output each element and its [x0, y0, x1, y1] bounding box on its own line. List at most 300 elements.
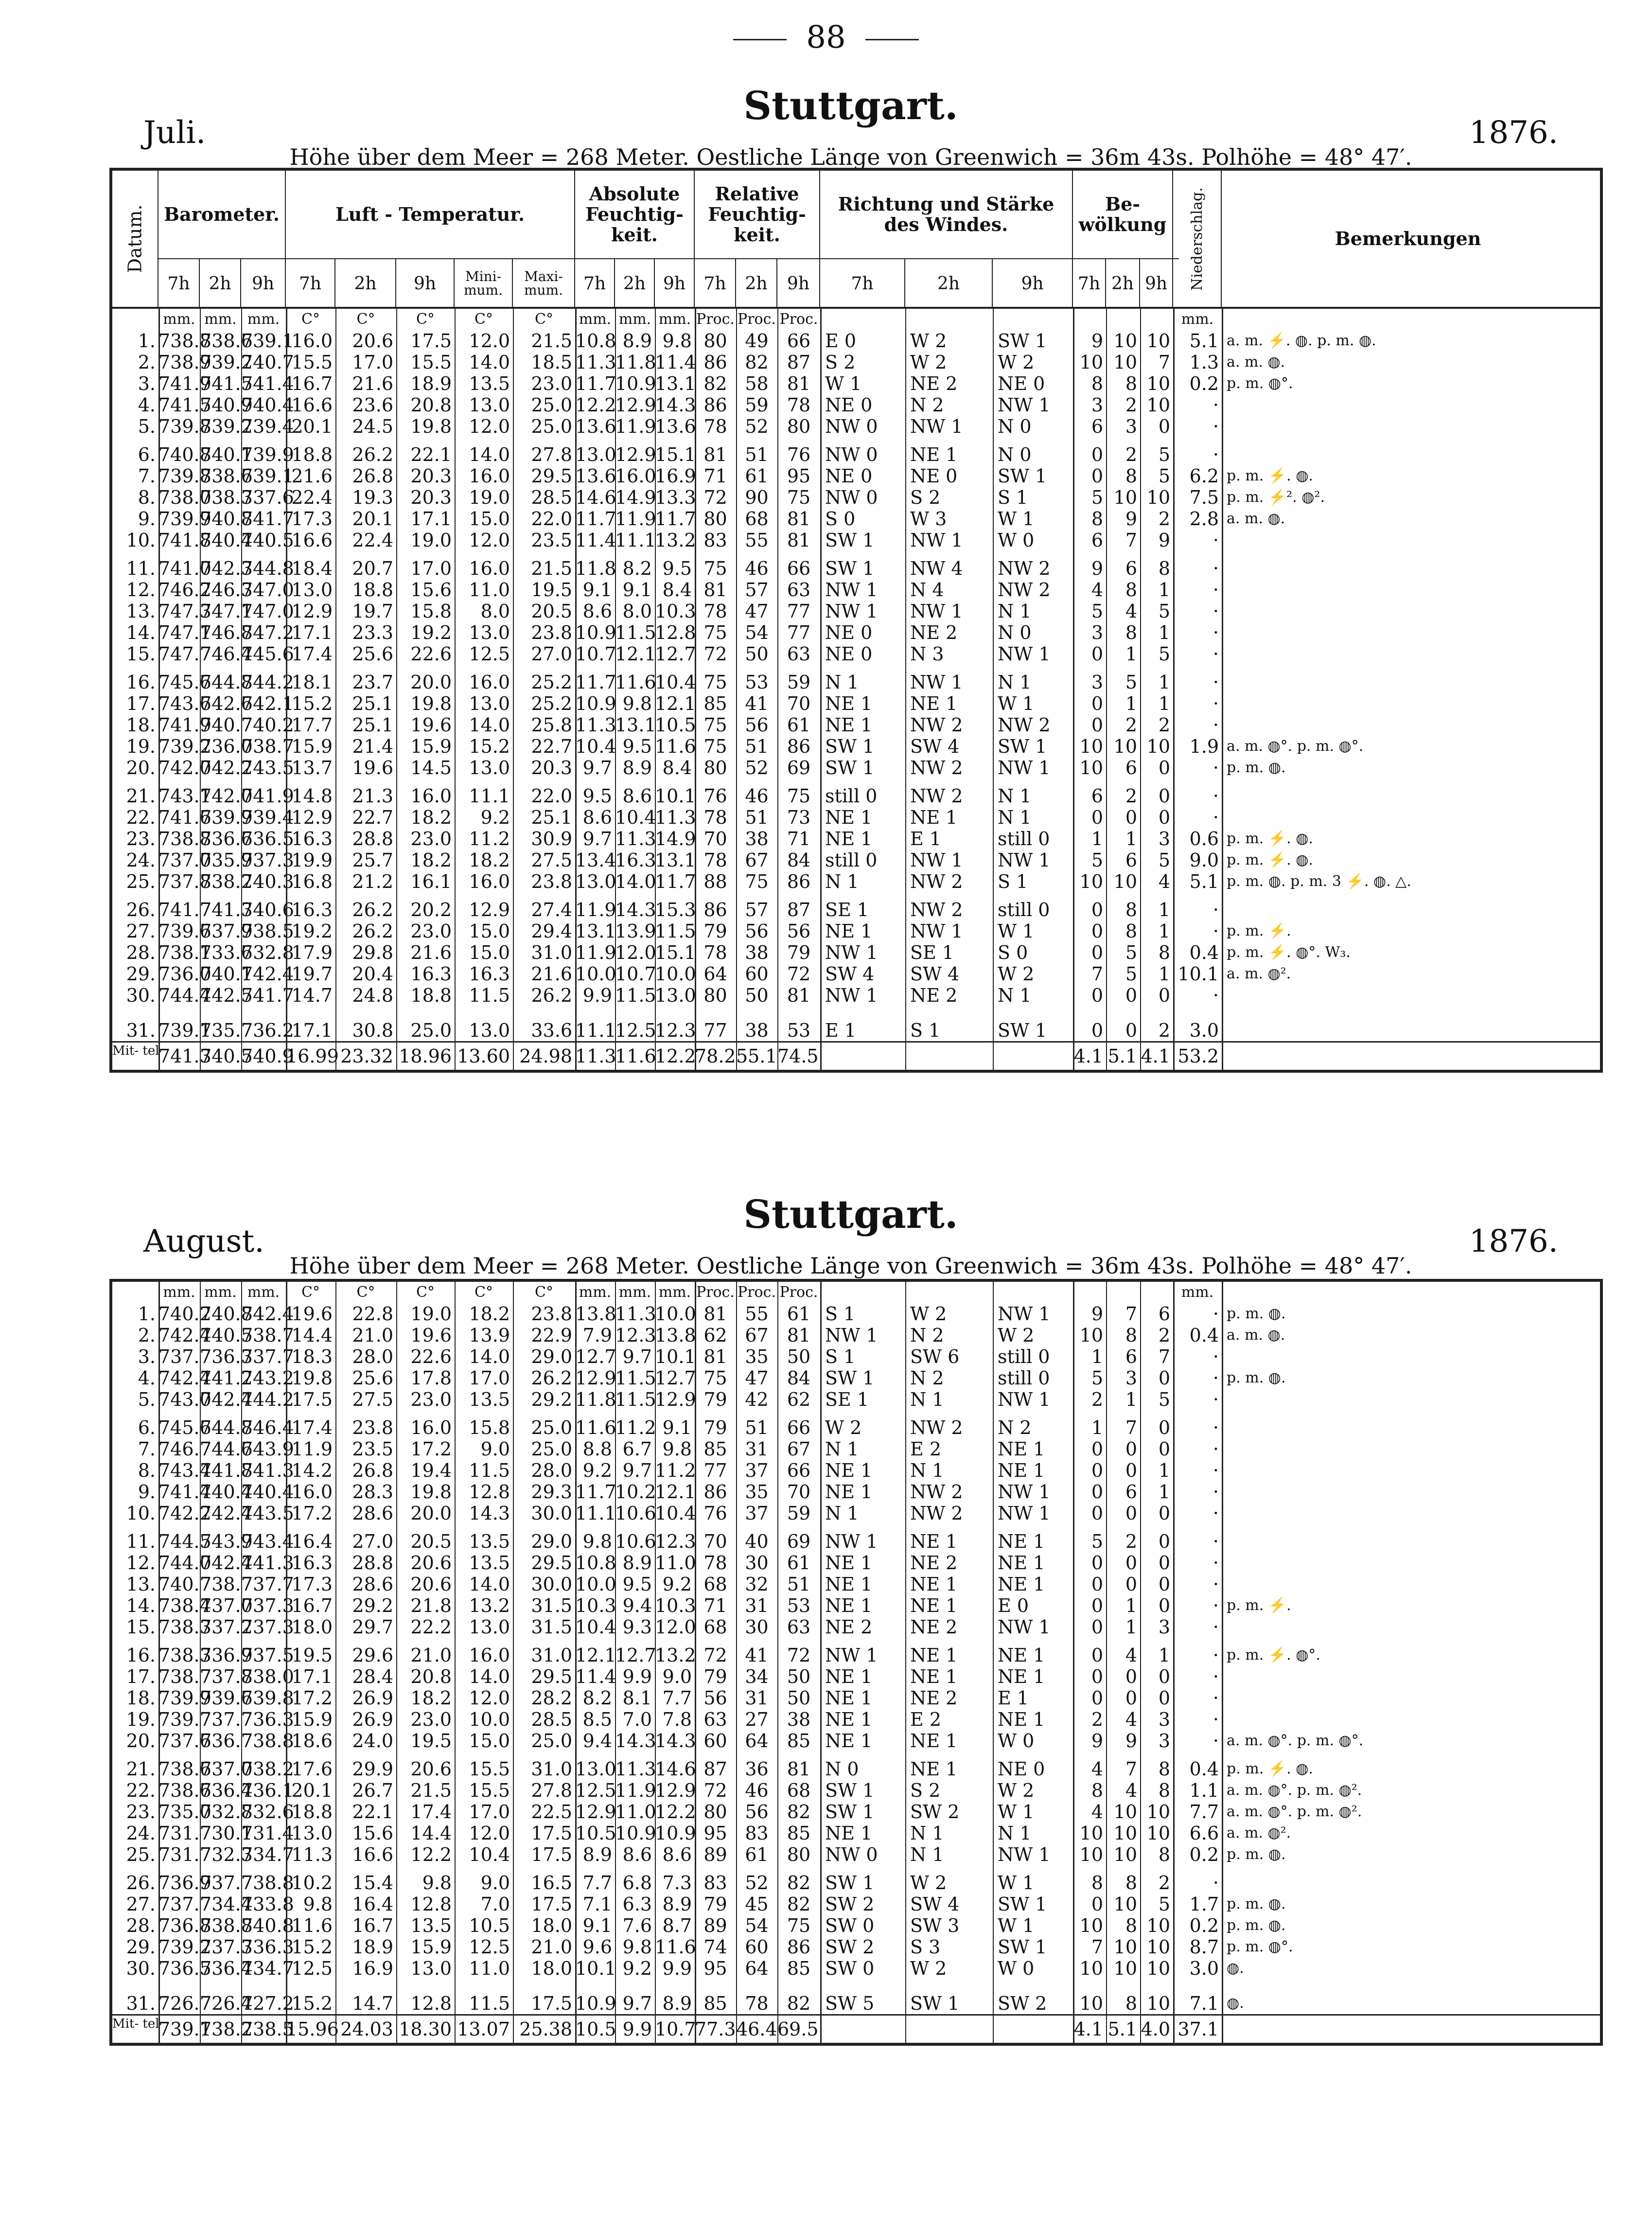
data-cell: 2: [1158, 1872, 1170, 1894]
data-cell: 14.0: [469, 1574, 510, 1595]
data-cell: 16.1: [410, 871, 452, 892]
data-cell: 744.4: [158, 985, 211, 1006]
mean-cell: 13.60: [457, 1045, 510, 1067]
data-cell: 75: [703, 736, 727, 757]
data-cell: 16.3: [469, 963, 510, 985]
data-cell: NE 1: [825, 714, 873, 736]
data-cell: 18.0: [531, 1958, 572, 1979]
data-cell: 4: [1091, 1758, 1103, 1780]
data-cell: 740.4: [200, 1481, 253, 1503]
date-cell: 20.: [126, 1730, 156, 1752]
data-cell: 3: [1091, 622, 1103, 643]
date-cell: 13.: [126, 1574, 156, 1595]
data-cell: 3: [1125, 1367, 1137, 1389]
subheader-t2: 2h: [905, 259, 993, 308]
data-cell: 8: [1158, 558, 1170, 579]
data-cell: 10: [1146, 1936, 1170, 1958]
data-cell: 85: [787, 1823, 811, 1844]
data-cell: 737.7: [200, 1872, 253, 1894]
date-cell: 17.: [126, 1666, 156, 1687]
data-cell: 12.7: [575, 1346, 616, 1367]
remark-cell: [1222, 579, 1594, 601]
data-cell: 12.2: [410, 1844, 452, 1865]
remark-cell: [1222, 1531, 1594, 1552]
station-meta: Höhe über dem Meer = 268 Meter. Oestliche Länge von Greenwich = 36m 43s. Polhöhe = 48° 47′.: [289, 1253, 1412, 1279]
data-cell: NW 1: [825, 985, 878, 1006]
data-cell: 11.5: [615, 985, 656, 1006]
mean-cell: 740.5: [200, 1045, 253, 1067]
data-cell: NW 2: [910, 714, 963, 736]
data-cell: 13.9: [615, 921, 656, 942]
date-cell: 22.: [126, 1780, 156, 1801]
data-cell: 3: [1091, 394, 1103, 416]
data-cell: 75: [787, 487, 811, 508]
data-cell: 17.1: [291, 1020, 333, 1041]
data-cell: 9.7: [582, 828, 612, 850]
data-cell: SW 1: [825, 757, 875, 779]
data-cell: 10.9: [655, 1823, 696, 1844]
remark-cell: p. m. ◍°.: [1227, 1938, 1293, 1955]
data-cell: 15.2: [469, 736, 510, 757]
data-cell: 19.9: [291, 850, 333, 871]
data-cell: 5: [1091, 850, 1103, 871]
data-cell: 727.2: [241, 1993, 294, 2014]
remark-cell: p. m. ⚡. ◍.: [1227, 851, 1313, 868]
data-cell: 738.0: [241, 1666, 294, 1687]
data-cell: 739.8: [241, 1687, 294, 1709]
data-cell: 735.7: [200, 1020, 253, 1041]
data-cell: still 0: [998, 1346, 1050, 1367]
data-cell: 77: [703, 1020, 727, 1041]
data-cell: 744.8: [200, 672, 253, 693]
mean-cell: 24.98: [519, 1045, 572, 1067]
data-cell: 80: [703, 1801, 727, 1823]
data-cell: 28.3: [352, 1481, 393, 1503]
data-cell: 9.8: [303, 1894, 333, 1915]
data-cell: 742.3: [200, 558, 253, 579]
data-cell: 8.4: [662, 579, 692, 601]
data-cell: 14.3: [655, 1730, 696, 1752]
data-cell: still 0: [998, 899, 1050, 921]
data-cell: N 1: [998, 1823, 1032, 1844]
data-cell: ·: [1213, 1481, 1219, 1503]
mean-cell: 9.9: [622, 2018, 652, 2040]
date-cell: 23.: [126, 1801, 156, 1823]
data-cell: 14.6: [655, 1758, 696, 1780]
data-cell: 732.8: [200, 1801, 253, 1823]
data-cell: 78: [703, 942, 727, 963]
data-cell: E 0: [825, 330, 856, 352]
data-cell: 16.6: [352, 1844, 393, 1865]
data-cell: 82: [787, 1993, 811, 2014]
remark-cell: [1222, 530, 1594, 551]
data-cell: 1: [1125, 828, 1137, 850]
data-cell: 0: [1091, 1503, 1103, 1524]
data-cell: 13.0: [469, 394, 510, 416]
data-cell: 10.8: [575, 1552, 616, 1574]
data-cell: 741.9: [158, 373, 211, 394]
data-cell: 19.8: [291, 1367, 333, 1389]
datum-label: Datum.: [124, 204, 146, 273]
unit-cell: C°: [475, 1284, 493, 1301]
data-cell: 7.5: [1189, 487, 1219, 508]
remark-cell: a. m. ◍°. p. m. ◍°.: [1227, 1732, 1364, 1749]
data-cell: 2.8: [1189, 508, 1219, 530]
data-cell: 14.0: [469, 714, 510, 736]
data-cell: 6: [1158, 1303, 1170, 1325]
data-cell: 19.0: [410, 1303, 452, 1325]
data-cell: 11.7: [575, 1481, 616, 1503]
data-cell: 47: [745, 601, 769, 622]
data-cell: 55: [745, 530, 769, 551]
data-cell: 63: [703, 1709, 727, 1730]
data-cell: N 0: [825, 1758, 859, 1780]
data-cell: 9.1: [622, 579, 652, 601]
mean-cell: 18.30: [399, 2018, 452, 2040]
data-cell: 84: [787, 850, 811, 871]
data-cell: 11.6: [291, 1915, 333, 1936]
date-cell: 6.: [138, 444, 156, 465]
data-cell: 30: [745, 1552, 769, 1574]
date-cell: 1.: [138, 1303, 156, 1325]
data-cell: 15.0: [469, 508, 510, 530]
data-cell: 744.0: [158, 1552, 211, 1574]
data-cell: 17.5: [410, 330, 452, 352]
data-cell: 16.6: [291, 530, 333, 551]
data-cell: 737.3: [241, 1616, 294, 1638]
data-cell: 7.0: [480, 1894, 510, 1915]
data-cell: 1: [1158, 622, 1170, 643]
data-cell: 31.0: [531, 1758, 572, 1780]
data-cell: 20.1: [291, 416, 333, 437]
mean-cell: [820, 1043, 905, 1070]
data-cell: 14.7: [352, 1993, 393, 2014]
data-cell: 0: [1158, 1687, 1170, 1709]
data-cell: SW 1: [998, 736, 1047, 757]
data-cell: 27.8: [531, 1780, 572, 1801]
data-cell: 61: [787, 714, 811, 736]
data-cell: NE 2: [910, 1616, 958, 1638]
data-cell: 12.1: [655, 693, 696, 714]
data-cell: 743.6: [158, 693, 211, 714]
data-cell: 742.4: [200, 1389, 253, 1410]
data-cell: 15.4: [352, 1872, 393, 1894]
data-cell: NW 1: [825, 579, 878, 601]
data-cell: 741.8: [200, 1460, 253, 1481]
data-cell: 739.9: [241, 444, 294, 465]
data-cell: 16.3: [291, 828, 333, 850]
niederschlag-label: Niederschlag.: [1188, 187, 1206, 291]
mean-cell: 4.1: [1073, 1045, 1103, 1067]
data-cell: 0: [1091, 1687, 1103, 1709]
data-cell: 11.9: [615, 1780, 656, 1801]
data-cell: 741.9: [241, 785, 294, 807]
data-cell: 17.2: [410, 1438, 452, 1460]
column-rule: [200, 1282, 201, 2043]
data-cell: 16.4: [352, 1894, 393, 1915]
data-cell: 13.0: [469, 757, 510, 779]
mean-cell: 15.96: [286, 2018, 339, 2040]
column-rule: [575, 309, 577, 1070]
data-cell: 61: [787, 1303, 811, 1325]
data-cell: 2: [1125, 785, 1137, 807]
data-cell: 19.5: [410, 1730, 452, 1752]
remark-cell: p. m. ⚡. ◍°. W₃.: [1227, 944, 1351, 961]
data-cell: N 1: [910, 1389, 944, 1410]
data-cell: 10.0: [469, 1709, 510, 1730]
data-cell: W 0: [998, 1730, 1035, 1752]
data-cell: 14.7: [291, 985, 333, 1006]
mean-cell: [905, 1043, 993, 1070]
data-cell: 742.4: [241, 963, 294, 985]
data-cell: 11.7: [655, 508, 696, 530]
data-cell: 66: [787, 558, 811, 579]
column-rule: [736, 1282, 737, 2043]
data-cell: NW 1: [825, 1325, 878, 1346]
data-cell: 12.9: [655, 1389, 696, 1410]
data-cell: 11.5: [469, 1460, 510, 1481]
data-cell: NW 1: [910, 416, 963, 437]
mean-cell: 10.7: [655, 2018, 696, 2040]
data-cell: ·: [1213, 672, 1219, 693]
data-cell: 10: [1146, 330, 1170, 352]
remark-cell: p. m. ⚡. ◍°.: [1227, 1646, 1320, 1664]
data-cell: 8: [1125, 373, 1137, 394]
data-cell: 742.4: [200, 1552, 253, 1574]
data-cell: 4: [1091, 1801, 1103, 1823]
data-cell: 739.2: [200, 352, 253, 373]
data-cell: 1.9: [1189, 736, 1219, 757]
data-cell: 52: [745, 1872, 769, 1894]
data-cell: 3: [1158, 1730, 1170, 1752]
data-cell: 741.3: [241, 1552, 294, 1574]
data-cell: N 1: [910, 1460, 944, 1481]
data-cell: NW 0: [825, 1844, 878, 1865]
data-cell: 740.3: [241, 871, 294, 892]
data-cell: 0: [1125, 1666, 1137, 1687]
data-cell: 0: [1091, 1645, 1103, 1666]
data-cell: 17.7: [291, 714, 333, 736]
column-rule: [615, 1282, 616, 2043]
unit-cell: mm.: [247, 1284, 280, 1301]
data-cell: NW 1: [998, 1303, 1051, 1325]
data-cell: 15.2: [291, 693, 333, 714]
data-cell: NE 1: [825, 1687, 873, 1709]
data-cell: NE 0: [910, 465, 958, 487]
data-cell: 29.8: [352, 942, 393, 963]
data-cell: 22.9: [531, 1325, 572, 1346]
data-cell: 7.1: [1189, 1993, 1219, 2014]
data-cell: SW 1: [998, 1020, 1047, 1041]
data-cell: 741.4: [158, 1481, 211, 1503]
data-cell: 739.9: [200, 807, 253, 828]
data-cell: 0: [1158, 985, 1170, 1006]
data-cell: 737.0: [200, 1758, 253, 1780]
data-cell: 8.9: [622, 330, 652, 352]
header-subrow: [158, 258, 1179, 308]
data-cell: 30.9: [531, 828, 572, 850]
data-cell: 17.5: [291, 1389, 333, 1410]
data-cell: 11.1: [615, 530, 656, 551]
column-rule: [695, 309, 696, 1070]
data-cell: 15.9: [291, 736, 333, 757]
data-cell: 37: [745, 1460, 769, 1481]
data-cell: SE 1: [910, 942, 954, 963]
data-cell: 15.3: [655, 899, 696, 921]
data-cell: 22.4: [291, 487, 333, 508]
remark-cell: a. m. ◍°. p. m. ◍².: [1227, 1782, 1362, 1799]
data-cell: 85: [703, 1438, 727, 1460]
data-cell: 19.2: [291, 921, 333, 942]
data-cell: 8.0: [480, 601, 510, 622]
data-cell: 738.3: [200, 487, 253, 508]
mean-cell: 46.4: [736, 2018, 777, 2040]
data-cell: 746.8: [200, 622, 253, 643]
unit-cell: mm.: [579, 1284, 612, 1301]
unit-cell: [1140, 1282, 1173, 1303]
data-cell: 8.6: [582, 601, 612, 622]
column-rule: [396, 309, 397, 1070]
data-cell: 11.7: [575, 672, 616, 693]
data-cell: NW 0: [825, 487, 878, 508]
data-cell: 81: [787, 530, 811, 551]
data-cell: 7: [1091, 1936, 1103, 1958]
data-cell: NE 1: [998, 1460, 1045, 1481]
data-cell: 59: [787, 672, 811, 693]
data-cell: W 1: [998, 1872, 1035, 1894]
data-cell: 11.5: [615, 1367, 656, 1389]
data-cell: 20.8: [410, 1666, 452, 1687]
data-cell: 9.2: [622, 1958, 652, 1979]
data-cell: SW 2: [825, 1894, 875, 1915]
data-cell: 740.8: [158, 444, 211, 465]
data-cell: 70: [787, 1481, 811, 1503]
data-cell: 82: [787, 1801, 811, 1823]
data-cell: 13.0: [575, 1758, 616, 1780]
data-cell: 1: [1158, 1645, 1170, 1666]
data-cell: W 1: [998, 921, 1035, 942]
data-cell: 23.8: [531, 622, 572, 643]
mean-cell: 738.2: [200, 2018, 253, 2040]
data-cell: 10: [1113, 871, 1137, 892]
data-cell: 11.2: [655, 1460, 696, 1481]
data-cell: 743.1: [158, 785, 211, 807]
data-cell: 14.0: [469, 1346, 510, 1367]
month-name: August.: [143, 1223, 264, 1259]
data-cell: N 3: [910, 643, 944, 665]
data-cell: 13.9: [469, 1325, 510, 1346]
data-cell: 747.3: [158, 601, 211, 622]
data-cell: NE 1: [910, 1595, 958, 1616]
data-cell: 741.5: [158, 394, 211, 416]
data-cell: 19.8: [410, 1481, 452, 1503]
data-cell: 68: [787, 1780, 811, 1801]
data-cell: N 1: [998, 807, 1032, 828]
data-cell: 28.2: [531, 1687, 572, 1709]
data-cell: NE 1: [998, 1709, 1045, 1730]
data-cell: 10: [1146, 1823, 1170, 1844]
data-cell: ·: [1213, 622, 1219, 643]
data-cell: 12.9: [615, 444, 656, 465]
data-cell: 27: [745, 1709, 769, 1730]
column-rule: [513, 1282, 514, 2043]
column-rule: [158, 309, 160, 1070]
data-cell: 6.6: [1189, 1823, 1219, 1844]
column-rule: [905, 309, 906, 1070]
data-cell: 10.7: [615, 963, 656, 985]
remark-cell: a. m. ◍².: [1227, 965, 1291, 982]
data-cell: 740.6: [241, 899, 294, 921]
remark-cell: p. m. ⚡. ◍.: [1227, 467, 1313, 484]
data-cell: ·: [1213, 1367, 1219, 1389]
remark-cell: [1222, 1460, 1594, 1481]
data-cell: 26.8: [352, 1460, 393, 1481]
data-cell: 31.0: [531, 1645, 572, 1666]
data-cell: ·: [1213, 1389, 1219, 1410]
data-cell: NW 4: [910, 558, 963, 579]
column-rule: [335, 1282, 336, 2043]
data-cell: 7.7: [662, 1687, 692, 1709]
data-cell: 74: [703, 1936, 727, 1958]
data-cell: 10.7: [575, 643, 616, 665]
mean-cell: 739.1: [158, 2018, 211, 2040]
data-cell: 732.3: [200, 1844, 253, 1865]
data-cell: 68: [703, 1616, 727, 1638]
data-cell: 17.5: [531, 1894, 572, 1915]
date-cell: 31.: [126, 1020, 156, 1041]
data-cell: 83: [745, 1823, 769, 1844]
data-cell: 736.5: [158, 1958, 211, 1979]
data-cell: 731.4: [241, 1823, 294, 1844]
mean-cell: [1222, 1043, 1594, 1070]
data-cell: 76: [787, 444, 811, 465]
page-number: 88: [0, 19, 1652, 55]
data-cell: 743.5: [241, 1503, 294, 1524]
unit-cell: Proc.: [779, 1284, 818, 1301]
data-cell: 66: [787, 1417, 811, 1438]
data-cell: 72: [703, 643, 727, 665]
data-cell: 32: [745, 1574, 769, 1595]
data-cell: 29.5: [531, 465, 572, 487]
data-cell: 747.2: [241, 622, 294, 643]
data-cell: NW 1: [910, 921, 963, 942]
data-cell: SW 1: [910, 1993, 960, 2014]
data-cell: 738.7: [241, 736, 294, 757]
data-cell: 87: [787, 352, 811, 373]
data-cell: S 2: [910, 487, 941, 508]
data-cell: 0: [1158, 1666, 1170, 1687]
unit-cell: C°: [301, 311, 320, 328]
data-cell: 742.2: [158, 1503, 211, 1524]
data-cell: 10.1: [1177, 963, 1219, 985]
remark-cell: a. m. ◍.: [1227, 354, 1285, 371]
data-cell: 11.6: [655, 736, 696, 757]
mean-cell: [905, 2016, 993, 2043]
data-cell: 737.7: [158, 1894, 211, 1915]
data-cell: 3: [1125, 416, 1137, 437]
data-cell: NE 2: [825, 1616, 873, 1638]
data-cell: 29.2: [531, 1389, 572, 1410]
data-cell: 736.8: [158, 1915, 211, 1936]
data-cell: SW 0: [825, 1958, 875, 1979]
data-cell: 23.5: [531, 530, 572, 551]
remark-cell: [1222, 601, 1594, 622]
data-cell: 9.9: [662, 1958, 692, 1979]
data-cell: 12.0: [615, 942, 656, 963]
data-cell: 61: [745, 1844, 769, 1865]
data-cell: 23.8: [531, 871, 572, 892]
data-cell: 26.2: [531, 1367, 572, 1389]
